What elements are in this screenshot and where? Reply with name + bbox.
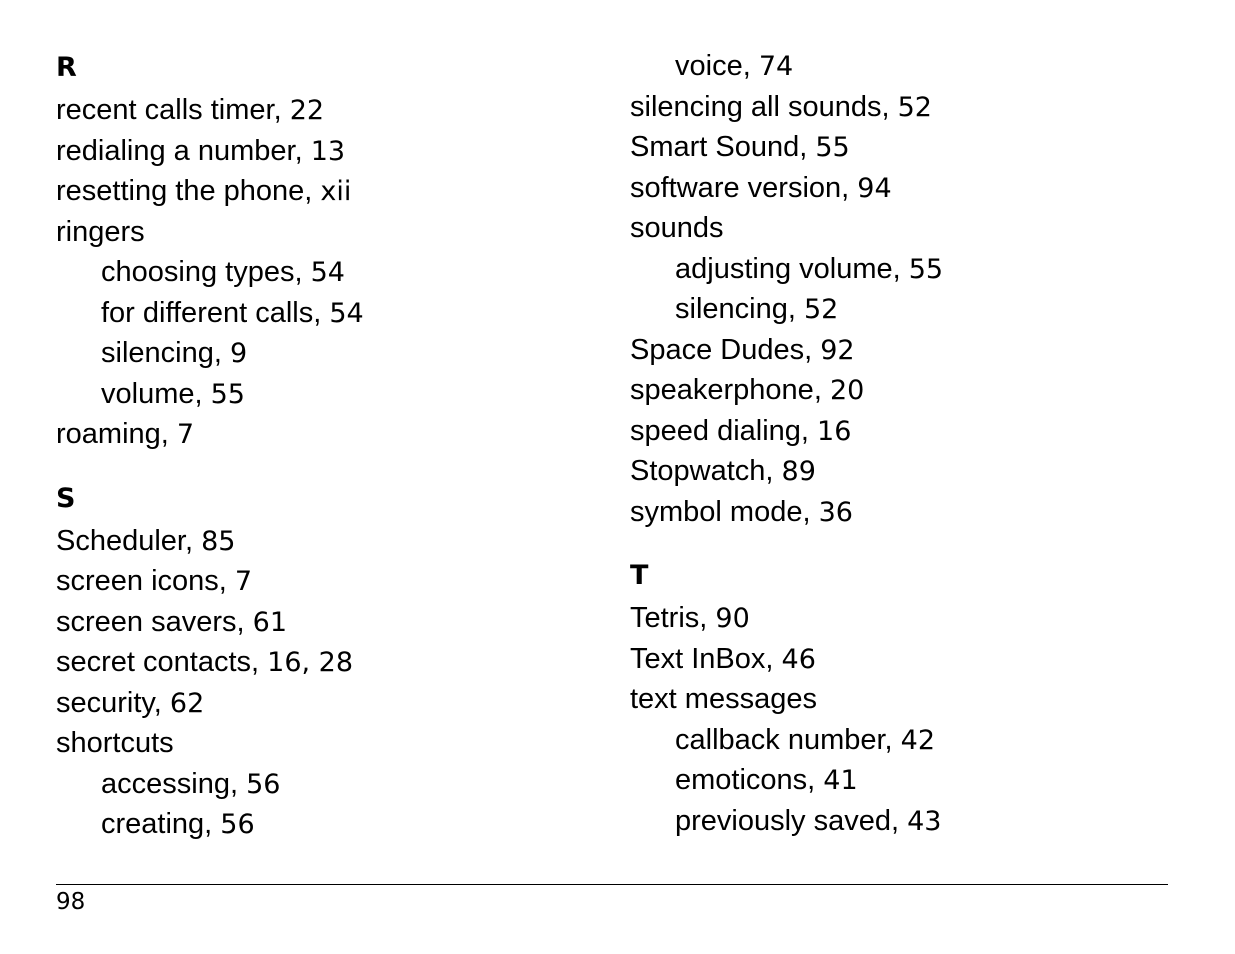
- index-term: Text InBox,: [630, 642, 782, 675]
- index-page-reference: 52: [803, 294, 839, 325]
- index-entry-secret-contacts: [56, 642, 576, 683]
- index-term: recent calls timer,: [56, 94, 290, 126]
- index-subentry-silencing: [630, 289, 1150, 330]
- index-column-right: [630, 46, 1150, 841]
- index-term: Stopwatch,: [630, 455, 782, 487]
- index-page-reference: 89: [781, 456, 816, 487]
- index-page-reference: 90: [715, 603, 750, 634]
- index-page-reference: 46: [781, 643, 816, 675]
- index-subentry-emoticons: [630, 760, 1150, 801]
- index-subentry-volume: [56, 374, 576, 415]
- index-entry-tetris: [630, 598, 1150, 639]
- index-term: resetting the phone,: [56, 175, 321, 207]
- index-entry-text-inbox: [630, 639, 1150, 680]
- index-page-reference: 94: [857, 172, 892, 204]
- index-term: screen savers,: [56, 605, 253, 638]
- index-term: callback number,: [675, 723, 901, 756]
- index-page-reference: 92: [820, 334, 855, 366]
- index-term: silencing,: [101, 337, 230, 369]
- index-entry-space-dudes: [630, 330, 1150, 371]
- index-page-reference: 16, 28: [267, 647, 354, 678]
- index-term: sounds: [630, 212, 724, 244]
- index-term: silencing,: [675, 293, 804, 325]
- index-subentry-previously-saved: [630, 801, 1150, 842]
- index-subentry-creating: [56, 804, 576, 845]
- index-term: voice,: [675, 50, 759, 82]
- index-page-reference: xii: [320, 176, 352, 207]
- index-entry-ringers: [56, 212, 576, 253]
- index-entry-speed-dialing: [630, 411, 1150, 452]
- index-page-reference: 74: [758, 51, 794, 82]
- index-entry-recent-calls-timer: [56, 90, 576, 131]
- index-term: secret contacts,: [56, 646, 268, 678]
- index-entry-speakerphone: [630, 370, 1150, 411]
- index-page-reference: 62: [169, 687, 205, 719]
- index-letter-heading: T: [630, 560, 649, 591]
- index-term: emoticons,: [675, 764, 824, 796]
- index-term: security,: [56, 686, 170, 719]
- index-page-reference: 54: [329, 297, 364, 329]
- index-term: accessing,: [101, 767, 247, 800]
- index-page-reference: 7: [176, 419, 195, 450]
- index-term: Space Dudes,: [630, 333, 821, 366]
- index-page-reference: 20: [829, 375, 865, 406]
- index-page-reference: 41: [823, 765, 858, 796]
- index-entry-stopwatch: [630, 451, 1150, 492]
- page-number: 98: [56, 889, 86, 915]
- index-term: roaming,: [56, 418, 177, 450]
- index-subentry-choosing-types: [56, 252, 576, 293]
- index-term: text messages: [630, 683, 817, 715]
- index-subentry-for-different-calls: [56, 293, 576, 334]
- index-entry-roaming: [56, 414, 576, 455]
- index-entry-screen-icons: [56, 561, 576, 602]
- index-page-reference: 55: [210, 378, 245, 410]
- index-entry-symbol-mode: [630, 492, 1150, 533]
- index-letter-heading: S: [56, 482, 76, 514]
- index-term: for different calls,: [101, 296, 330, 329]
- index-page-reference: 52: [897, 91, 932, 123]
- index-letter-heading: R: [56, 52, 77, 83]
- index-page-reference: 61: [252, 606, 287, 638]
- index-subentry-voice: [630, 46, 1150, 87]
- index-term: Smart Sound,: [630, 131, 816, 163]
- index-term: previously saved,: [675, 804, 908, 837]
- index-page-reference: 55: [815, 132, 850, 163]
- index-entry-smart-sound: [630, 127, 1150, 168]
- index-term: Tetris,: [630, 602, 716, 634]
- index-term: symbol mode,: [630, 495, 819, 528]
- index-entry-sounds: [630, 208, 1150, 249]
- index-subentry-accessing: [56, 764, 576, 805]
- index-term: ringers: [56, 215, 145, 248]
- index-entry-software-version: [630, 168, 1150, 209]
- index-page-reference: 54: [310, 257, 345, 288]
- index-term: choosing types,: [101, 256, 311, 288]
- index-term: redialing a number,: [56, 134, 311, 167]
- index-term: speed dialing,: [630, 414, 818, 447]
- index-subentry-callback-number: [630, 720, 1150, 761]
- index-term: shortcuts: [56, 727, 174, 759]
- index-page-reference: 85: [201, 525, 236, 557]
- index-entry-resetting-the-phone: [56, 171, 576, 212]
- index-term: software version,: [630, 171, 858, 204]
- index-page-reference: 7: [234, 566, 253, 597]
- index-page-reference: 22: [289, 95, 325, 126]
- index-term: volume,: [101, 377, 211, 410]
- index-subentry-adjusting-volume: [630, 249, 1150, 290]
- index-entry-screen-savers: [56, 602, 576, 643]
- index-page-reference: 55: [908, 253, 944, 285]
- index-entry-text-messages: [630, 679, 1150, 720]
- index-page-reference: 56: [246, 768, 281, 800]
- index-page-reference: 43: [907, 805, 942, 837]
- index-page-reference: 42: [900, 724, 936, 756]
- index-term: Scheduler,: [56, 524, 202, 557]
- index-entry-silencing-all-sounds: [630, 87, 1150, 128]
- index-entry-redialing-a-number: [56, 131, 576, 172]
- index-entry-security: [56, 683, 576, 724]
- index-page-reference: 13: [310, 135, 346, 167]
- index-term: screen icons,: [56, 565, 235, 597]
- index-term: adjusting volume,: [675, 252, 909, 285]
- index-page-reference: 56: [220, 809, 255, 840]
- index-term: speakerphone,: [630, 374, 830, 406]
- index-term: creating,: [101, 808, 221, 840]
- index-page-reference: 16: [817, 415, 852, 447]
- index-page-reference: 36: [818, 496, 853, 528]
- index-page-reference: 9: [229, 338, 248, 369]
- index-column-left: [56, 46, 576, 845]
- index-entry-scheduler: [56, 521, 576, 562]
- footer-divider: [56, 884, 1168, 885]
- index-term: silencing all sounds,: [630, 90, 898, 123]
- index-subentry-silencing: [56, 333, 576, 374]
- index-entry-shortcuts: [56, 723, 576, 764]
